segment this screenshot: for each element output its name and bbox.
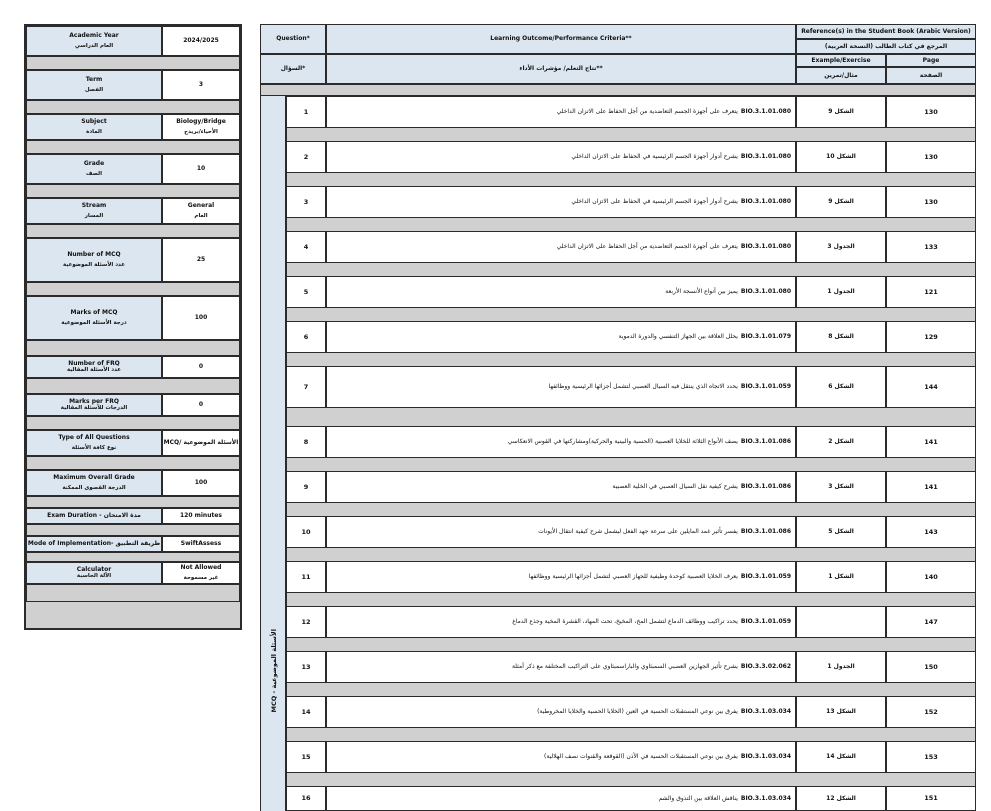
page-number: 140	[924, 572, 938, 581]
example-cell	[796, 366, 886, 408]
example-header: Example/Exercise	[796, 54, 886, 67]
info-label-en: Subject	[81, 118, 107, 126]
info-value	[162, 238, 240, 282]
outcome-code: BIO.3.1.03.034	[740, 753, 791, 761]
example-reference: الشكل 6	[828, 383, 854, 391]
row-separator	[286, 128, 976, 141]
info-label-ar: الصف	[86, 170, 102, 177]
example-cell	[796, 321, 886, 353]
learning-outcome-cell	[326, 186, 796, 218]
example-reference: الشكل 12	[826, 794, 856, 802]
info-label-en: Exam Duration - مدة الامتحان	[47, 512, 141, 520]
info-value	[162, 536, 240, 552]
info-label	[26, 562, 162, 584]
info-value-text: General	[187, 202, 215, 210]
page-cell	[886, 516, 976, 548]
learning-outcome-cell	[326, 741, 796, 773]
page-number: 129	[924, 332, 938, 341]
question-number: 6	[303, 332, 309, 341]
question-number-cell	[286, 321, 326, 353]
outcome-text: يصف الأنواع الثلاثة للخلايا العصبية (الحسية والبينية والحركية)ومشاركتها في القوس الانعكاسي	[507, 438, 738, 446]
info-label-ar: الآلة الحاسبة	[76, 573, 112, 580]
outcome-text: يفسر تأثير غمد المايلين على سرعة جهد الفعل ليشمل شرح كيفية انتقال الأيونات	[538, 528, 738, 536]
learning-outcome-cell	[326, 651, 796, 683]
info-separator	[26, 552, 240, 562]
mcq-section-column	[260, 96, 286, 811]
question-number: 12	[301, 617, 311, 626]
question-number-cell	[286, 561, 326, 593]
example-cell	[796, 606, 886, 638]
page-number: 133	[924, 242, 938, 251]
example-reference: الجدول 3	[827, 243, 855, 251]
learning-outcome-cell	[326, 606, 796, 638]
info-separator	[26, 456, 240, 470]
row-separator	[286, 638, 976, 651]
outcome-code: BIO.3.1.01.080	[740, 243, 791, 251]
outcome-text: يحدد الاتجاه الذي ينتقل فيه السيال العصبي لتشمل أجزائها الرئيسية ووظائفها	[548, 383, 738, 391]
info-separator	[26, 282, 240, 296]
example-cell	[796, 426, 886, 458]
info-label-ar: الدرجة القصوى الممكنة	[62, 484, 126, 491]
page-cell	[886, 321, 976, 353]
question-number-cell	[286, 231, 326, 263]
row-separator	[286, 773, 976, 786]
question-number-cell	[286, 276, 326, 308]
row-separator	[286, 263, 976, 276]
learning-outcome-cell	[326, 696, 796, 728]
question-number: 9	[303, 482, 309, 491]
row-separator	[286, 593, 976, 606]
info-label-ar: العام الدراسي	[74, 42, 114, 49]
example-reference: الشكل 3	[828, 483, 854, 491]
page-cell	[886, 231, 976, 263]
info-value	[162, 430, 240, 456]
outcome-header: Learning Outcome/Performance Criteria**	[326, 24, 796, 54]
info-label	[26, 508, 162, 524]
example-cell	[796, 561, 886, 593]
info-value-text: 2024/2025	[183, 37, 219, 45]
example-reference: الشكل 14	[826, 753, 856, 761]
info-label	[26, 26, 162, 56]
info-label	[26, 430, 162, 456]
example-cell	[796, 141, 886, 173]
outcome-text: يشرح أدوار أجهزة الجسم الرئيسية في الحفاظ على الاتزان الداخلي	[571, 198, 738, 206]
info-separator	[26, 100, 240, 114]
row-separator	[286, 218, 976, 231]
info-label	[26, 394, 162, 416]
question-number-cell	[286, 426, 326, 458]
question-number: 2	[303, 152, 309, 161]
info-label-ar: المادة	[86, 128, 102, 135]
outcome-text: يفرق بين نوعي المستقبلات الحسية في الأذن (القوقعة والقنوات نصف الهلالية)	[544, 753, 738, 761]
question-number-cell	[286, 141, 326, 173]
reference-header: Reference(s) in the Student Book (Arabic Version)	[796, 24, 976, 39]
outcome-code: BIO.3.1.01.080	[740, 198, 791, 206]
page-number: 151	[924, 794, 938, 803]
info-separator	[26, 378, 240, 394]
question-number: 1	[303, 107, 309, 116]
info-label-en: Number of MCQ	[67, 251, 121, 259]
learning-outcome-cell	[326, 231, 796, 263]
row-separator	[286, 458, 976, 471]
outcome-text: يشرح كيفية نقل السيال العصبي في الخلية العصبية	[612, 483, 738, 491]
question-number-cell	[286, 786, 326, 811]
outcome-text: يميز بين أنواع الأنسجة الأربعة	[665, 288, 738, 296]
example-reference: الشكل 2	[828, 438, 854, 446]
info-label-en: Maximum Overall Grade	[53, 474, 135, 482]
example-cell	[796, 786, 886, 811]
info-label-en: Stream	[81, 202, 107, 210]
learning-outcome-cell	[326, 321, 796, 353]
page-cell	[886, 426, 976, 458]
info-separator	[26, 496, 240, 508]
info-value	[162, 508, 240, 524]
question-number: 14	[301, 707, 311, 716]
row-separator	[286, 683, 976, 696]
info-label-ar: نوع كافة الأسئلة	[71, 444, 117, 451]
info-separator	[26, 584, 240, 602]
info-separator	[26, 524, 240, 536]
question-number-cell	[286, 516, 326, 548]
outcome-header-ar: نتاج التعلم/ مؤشرات الأداء**	[326, 54, 796, 84]
example-cell	[796, 186, 886, 218]
outcome-code: BIO.3.1.01.059	[740, 618, 791, 626]
learning-outcome-cell	[326, 426, 796, 458]
info-value	[162, 114, 240, 140]
row-separator	[286, 408, 976, 426]
page-cell	[886, 606, 976, 638]
info-label	[26, 536, 162, 552]
example-cell	[796, 96, 886, 128]
info-value-text: SwiftAssess	[180, 540, 222, 548]
question-number-cell	[286, 651, 326, 683]
page-cell	[886, 741, 976, 773]
example-reference: الشكل 13	[826, 708, 856, 716]
learning-outcome-cell	[326, 276, 796, 308]
info-value-text: MCQ/ الأسئلة الموضوعية	[163, 439, 239, 447]
example-reference: الشكل 5	[828, 528, 854, 536]
page-cell	[886, 561, 976, 593]
row-separator	[286, 728, 976, 741]
info-label-en: Calculator	[76, 565, 112, 573]
learning-outcome-cell	[326, 366, 796, 408]
question-number: 16	[301, 794, 311, 803]
info-value-text: 10	[196, 165, 206, 173]
info-label-en: Type of All Questions	[58, 434, 130, 442]
outcome-code: BIO.3.1.01.059	[740, 573, 791, 581]
question-number: 11	[301, 572, 311, 581]
row-separator	[286, 308, 976, 321]
example-cell	[796, 696, 886, 728]
info-value-ar: غير مسموحة	[183, 574, 219, 581]
info-separator	[26, 416, 240, 430]
info-separator	[26, 184, 240, 198]
info-label	[26, 114, 162, 140]
outcome-text: يناقش العلاقة بين التذوق والشم	[658, 794, 738, 802]
info-value-text: 100	[194, 479, 208, 487]
example-cell	[796, 651, 886, 683]
example-cell	[796, 471, 886, 503]
row-separator	[286, 548, 976, 561]
info-value-text: 0	[198, 363, 204, 371]
page-number: 150	[924, 662, 938, 671]
page-number: 147	[924, 617, 938, 626]
info-value-text: 120 minutes	[180, 512, 222, 520]
page-cell	[886, 471, 976, 503]
info-label-ar: درجة الأسئلة الموضوعية	[61, 319, 127, 326]
outcome-text: يفرق بين نوعي المستقبلات الحسية في العين (الخلايا الحسية والخلايا المخروطية)	[537, 708, 738, 716]
page-cell	[886, 186, 976, 218]
info-value-ar: العام	[194, 212, 208, 219]
info-value-text: 0	[198, 401, 204, 409]
example-reference: الشكل 1	[828, 573, 854, 581]
outcome-text: يتعرف على أجهزة الجسم التعاضدية من أجل الحفاظ على الاتزان الداخلي	[556, 108, 738, 116]
page-number: 141	[924, 482, 938, 491]
info-separator	[26, 56, 240, 70]
info-value	[162, 356, 240, 378]
header-separator	[260, 84, 976, 96]
info-label-ar: عدد الأسئلة المقالية	[66, 367, 122, 374]
example-reference: الشكل 8	[828, 333, 854, 341]
page-header: Page	[886, 54, 976, 67]
example-reference: الشكل 9	[828, 198, 854, 206]
outcome-code: BIO.3.1.01.079	[740, 333, 791, 341]
outcome-text: يحلل العلاقة بين الجهاز التنفسي والدورة الدموية	[618, 333, 738, 341]
page-cell	[886, 696, 976, 728]
page-header-ar: الصفحة	[886, 67, 976, 84]
info-separator	[26, 340, 240, 356]
row-separator	[286, 503, 976, 516]
page-number: 141	[924, 437, 938, 446]
row-separator	[286, 173, 976, 186]
row-separator	[286, 353, 976, 366]
info-label	[26, 470, 162, 496]
question-number: 5	[303, 287, 309, 296]
outcome-code: BIO.3.1.03.034	[740, 794, 791, 802]
info-value-text: 3	[198, 81, 204, 89]
outcome-code: BIO.3.3.02.062	[740, 663, 791, 671]
info-separator	[26, 140, 240, 154]
learning-outcome-cell	[326, 561, 796, 593]
info-value	[162, 296, 240, 340]
question-number: 8	[303, 437, 309, 446]
info-label-ar: عدد الأسئلة الموضوعية	[63, 261, 125, 268]
page-number: 152	[924, 707, 938, 716]
exam-info-table	[24, 24, 242, 630]
info-value	[162, 70, 240, 100]
question-number: 15	[301, 752, 311, 761]
info-label	[26, 238, 162, 282]
page-cell	[886, 786, 976, 811]
learning-outcome-cell	[326, 141, 796, 173]
example-header-ar: مثال/تمرين	[796, 67, 886, 84]
info-label-en: Academic Year	[69, 32, 119, 40]
info-value	[162, 198, 240, 224]
learning-outcome-cell	[326, 516, 796, 548]
info-value-ar: الأحياء/بريدج	[184, 128, 218, 135]
info-value-text: Biology/Bridge	[176, 118, 226, 126]
outcome-code: BIO.3.1.01.086	[740, 528, 791, 536]
info-label-en: Mode of Implementation- طريقة التطبيق	[27, 540, 161, 548]
info-label	[26, 356, 162, 378]
question-number: 3	[303, 197, 309, 206]
info-value-text: 100	[194, 314, 208, 322]
outcome-code: BIO.3.1.01.080	[740, 153, 791, 161]
info-value-text: Not Allowed	[180, 564, 222, 572]
outcome-code: BIO.3.1.01.059	[740, 383, 791, 391]
page-number: 153	[924, 752, 938, 761]
question-number-cell	[286, 741, 326, 773]
learning-outcome-cell	[326, 96, 796, 128]
example-cell	[796, 516, 886, 548]
question-number-cell	[286, 471, 326, 503]
info-label-ar: الفصل	[84, 86, 104, 93]
question-number: 7	[303, 382, 309, 391]
page-cell	[886, 141, 976, 173]
outcome-code: BIO.3.1.01.086	[740, 483, 791, 491]
outcome-code: BIO.3.1.01.086	[740, 438, 791, 446]
info-label-en: Grade	[83, 160, 105, 168]
outcome-text: يشرح أدوار أجهزة الجسم الرئيسية في الحفاظ على الاتزان الداخلي	[571, 153, 738, 161]
learning-outcome-cell	[326, 786, 796, 811]
example-reference: الشكل 9	[828, 108, 854, 116]
info-label-ar: المسار	[84, 212, 104, 219]
example-reference: الجدول 1	[827, 288, 855, 296]
info-value	[162, 154, 240, 184]
example-cell	[796, 276, 886, 308]
info-value	[162, 394, 240, 416]
page-number: 130	[924, 107, 938, 116]
page-cell	[886, 651, 976, 683]
page-cell	[886, 276, 976, 308]
question-number-cell	[286, 366, 326, 408]
info-value	[162, 470, 240, 496]
question-number: 13	[301, 662, 311, 671]
page-number: 121	[924, 287, 938, 296]
example-cell	[796, 231, 886, 263]
info-separator	[26, 224, 240, 238]
question-number-cell	[286, 96, 326, 128]
learning-outcome-cell	[326, 471, 796, 503]
page-number: 130	[924, 197, 938, 206]
example-reference: الجدول 1	[827, 663, 855, 671]
outcome-text: يعرف الخلايا العصبية كوحدة وظيفية للجهاز العصبي لتشمل أجزائها الرئيسية ووظائفها	[528, 573, 738, 581]
outcome-code: BIO.3.1.01.080	[740, 288, 791, 296]
info-value	[162, 26, 240, 56]
outcome-text: يتعرف على أجهزة الجسم التعاضدية من أجل الحفاظ على الاتزان الداخلي	[556, 243, 738, 251]
info-label	[26, 296, 162, 340]
info-label-en: Marks of MCQ	[70, 309, 118, 317]
page-cell	[886, 366, 976, 408]
page-number: 144	[924, 382, 938, 391]
question-number-cell	[286, 186, 326, 218]
question-number-cell	[286, 606, 326, 638]
info-label-en: Term	[85, 76, 103, 84]
info-label	[26, 154, 162, 184]
page-cell	[886, 96, 976, 128]
info-label	[26, 198, 162, 224]
outcome-code: BIO.3.1.03.034	[740, 708, 791, 716]
info-label-en: Marks per FRQ	[69, 397, 119, 405]
question-header-ar: السؤال*	[260, 54, 326, 84]
question-header: Question*	[260, 24, 326, 54]
question-number: 4	[303, 242, 309, 251]
info-label-ar: الدرجات للأسئلة المقالية	[60, 405, 128, 412]
example-reference: الشكل 10	[826, 153, 856, 161]
outcome-text: يشرح تأثير الجهازين العصبي السمبثاوي والباراسمبثاوي على التراكيب المختلفة مع ذكر أمثلة	[511, 663, 738, 671]
outcome-code: BIO.3.1.01.080	[740, 108, 791, 116]
outcome-text: يحدد تراكيب ووظائف الدماغ لتشمل المخ، المخيخ، تحت المهاد، القشرة المخية وجذع الدماغ	[512, 618, 738, 626]
reference-header-ar: المرجع في كتاب الطالب (النسخة العربية)	[796, 39, 976, 54]
question-number-cell	[286, 696, 326, 728]
page-number: 143	[924, 527, 938, 536]
example-cell	[796, 741, 886, 773]
info-value	[162, 562, 240, 584]
page-number: 130	[924, 152, 938, 161]
question-number: 10	[301, 527, 311, 536]
info-label	[26, 70, 162, 100]
info-label-en: Number of FRQ	[68, 359, 120, 367]
mcq-section-label: MCQ - الأسئلة الموضوعية	[270, 629, 278, 713]
info-value-text: 25	[196, 256, 206, 264]
